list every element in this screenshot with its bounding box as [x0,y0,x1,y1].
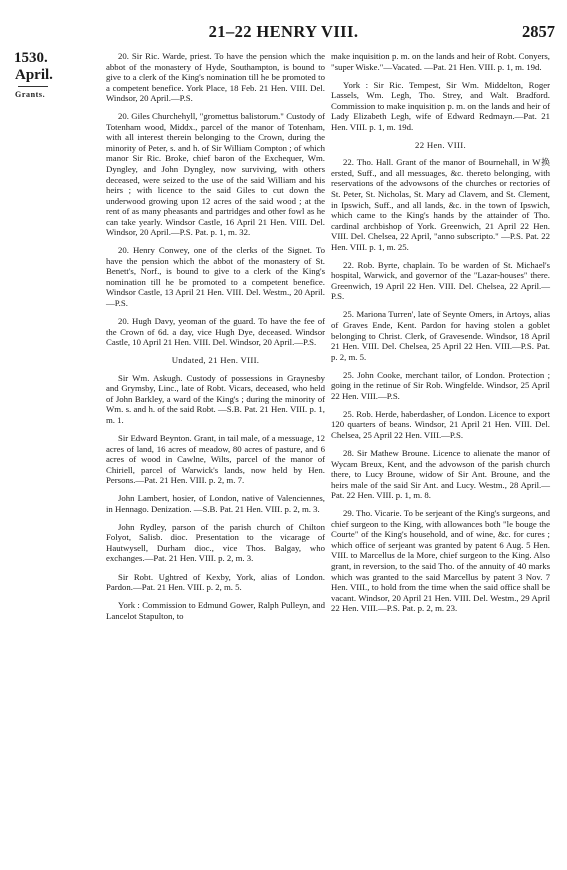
entry-byrte: 22. Rob. Byrte, chaplain. To be warden of St. Michael's hospital, Warwick, and governor of the "Lazar-houses" there. Greenwich, 19 April 22 Hen. VIII. Del. Chelsea, 22 April.—P.S. [331,259,550,302]
entry-conyers-continued: make inquisition p. m. on the lands and heir of Robt. Conyers, "super Wiske."—Vacated. —Pat. 21 Hen. VIII. p. 1, m. 19d. [331,51,550,72]
undated-heading: Undated, 21 Hen. VIII. [171,355,260,366]
running-head: 21–22 HENRY VIII. [208,22,359,41]
page-header [0,22,567,44]
year-heading: 22 Hen. VIII. [415,139,466,150]
entry-vicarie: 29. Tho. Vicarie. To be serjeant of the King's surgeons, and chief surgeon to the King, with allowances both "le bouge the Courte" of the King's household, and of wine, &c. for cures ; which office of serjeant was granted by patent 6 Aug. 5 Hen. VIII. to Marcellus de la More, chief surgeon to the King. Also grant, in reversion, to the said Tho. of the annuity of 40 marks which was granted to the said Marcellus by patent 3 Nov. 7 Hen. VIII., to hold from the time when the said office shall be vacant. Windsor, 20 April 21 Hen. VIII. Del. Westm., 29 April 22 Hen. VIII.—P.S. Pat. p. 2, m. 23. [331,508,550,614]
entry-askugh: Sir Wm. Askugh. Custody of possessions in Graynesby and Grymsby, Linc., late of Robt. Vicars, deceased, who held of John Barkley, a ward of the King's ; during the minority of Wm. s. and h. of the said Robt. —S.B. Pat. 21 Hen. VIII. p. 1, m. 1. [106,372,325,425]
margin-section-label: Grants. [15,90,46,99]
page-number: 2857 [522,22,555,41]
entry-herde: 25. Rob. Herde, haberdasher, of London. Licence to export 120 quarters of beans. Windsor, 21 April 21 Hen. VIII. Del. Chelsea, 25 April 22 Hen. VIII.—P.S. [331,408,550,440]
entry-churchehyll: 20. Giles Churchehyll, "gromettus balistorum." Custody of Totenham wood, Middx., parcel of the manor of Totenham, with all interest therein belonging to the Crown, during the minority of Peter, s. and h. of Sir William Compton ; of which manor Sir Ric. Broke, chief baron of the Exchequer, Wm. Dyngley, and John Dyngley, now surviving, with others deceased, were seized to the use of the said William and his heirs ; with licence to the said Giles to cut down the underwood growing upon 12 acres of the said wood ; at the rent of as many pheasants and partridges and other fowl as he can take yearly. Windsor Castle, 16 April 21 Hen. VIII. Del. Windsor, 20 April.—P.S. Pat. p. 1, m. 32. [106,111,325,238]
entry-york-commission-gower: York : Commission to Edmund Gower, Ralph Pulleyn, and Lancelot Stapulton, to [106,600,325,621]
margin-notes [14,50,104,100]
left-column [106,51,325,629]
entry-conwey: 20. Henry Conwey, one of the clerks of the Signet. To have the pension which the abbot of the monastery of St. Benett's, Norf., is bound to give to a clerk of the King's nomination till he be promoted to a competent benefice. Windsor Castle, 13 April 21 Hen. VIII. Del. Westm., 20 April.—P.S. [106,245,325,309]
margin-rule [18,86,48,87]
entry-cooke: 25. John Cooke, merchant tailor, of London. Protection ; going in the retinue of Sir Rob. Wingfelde. Windsor, 25 April 22 Hen. VIII.—P.S. [331,369,550,401]
entry-rydley: John Rydley, parson of the parish church of Chilton Folyot, Salisb. dioc. Presentation to the vicarage of Hautwysell, Durham dioc., vice Thos. Balgay, who exchanges.—Pat. 21 Hen. VIII. p. 2, m. 3. [106,521,325,564]
entry-warde: 20. Sir Ric. Warde, priest. To have the pension which the abbot of the monastery of Hyde, Southampton, is bound to give to a clerk of the King's nomination till he be promoted to a competent benefice. York Place, 18 Feb. 21 Hen. VIII. Del. Windsor, 20 April.—P.S. [106,51,325,104]
entry-ughtred: Sir Robt. Ughtred of Kexby, York, alias of London. Pardon.—Pat. 21 Hen. VIII. p. 2, m. 5. [106,571,325,593]
right-column [331,51,550,621]
margin-year: 1530. [14,50,48,66]
entry-broune: 28. Sir Mathew Broune. Licence to alienate the manor of Wycam Breux, Kent, and the advowson of the parish church there, to Lucy Broune, widow of Sir Ant. Broune, and the heirs male of the said Sir Ant. and Lucy. Westm., 28 April.—Pat. 22 Hen. VIII. p. 1, m. 8. [331,448,550,501]
entry-davy: 20. Hugh Davy, yeoman of the guard. To have the fee of the Crown of 6d. a day, vice Hugh Dye, deceased. Windsor Castle, 10 April 21 Hen. VIII. Del. Windsor, 20 April.—P.S. [106,316,325,348]
entry-lambert: John Lambert, hosier, of London, native of Valenciennes, in Hennago. Denization. —S.B. Pat. 21 Hen. VIII. p. 2, m. 3. [106,493,325,514]
margin-month: April. [15,67,53,83]
entry-turren: 25. Mariona Turren', late of Seynte Omers, in Artoys, alias of Graves Ende, Kent. Pardon for having stolen a goblet belonging to Christ. Clerk, of Gravesende. Windsor, 18 April 21 Hen. VIII. Del. Chelsea, 25 April 22 Hen. VIII.—P.S. Pat. p. 2, m. 5. [331,309,550,362]
entry-beynton: Sir Edward Beynton. Grant, in tail male, of a messuage, 12 acres of land, 16 acres of meadow, 80 acres of pasture, and 6 acres of wood in Cawlne, Wilts, parcel of the manor of Chiriell, parcel of Warwick's lands, now held by Hen. Persons.—Pat. 21 Hen. VIII. p. 2, m. 7. [106,433,325,486]
entry-york-commission-tempest: York : Sir Ric. Tempest, Sir Wm. Middelton, Roger Lassels, Wm. Legh, Tho. Strey, and Walt. Bradford. Commission to make inquisition p. m. on the lands and heir of Lady Elizabeth Legh, wife of Edward Redmayn.—Pat. 21 Hen. VIII. p. 1, m. 19d. [331,79,550,132]
entry-hall: 22. Tho. Hall. Grant of the manor of Bournehall, in W换ersted, Suff., and all messuages, &c. thereto belonging, with reservations of the advowsons of the churches or rectories of St. Peter, St. Nicholas, St. Mary ad Clavem, and St. Clement, in Ipswich, Suff., and all lands, &c. in the town of Ipswich, which came to the King's hands by the attainder of Tho. cardinal archbishop of York. Greenwich, 21 April 22 Hen. VIII. Del. Chelsea, 22 April, "anno subscripto." —P.S. Pat. 22 Hen. VIII. p. 1, m. 25. [331,157,550,252]
